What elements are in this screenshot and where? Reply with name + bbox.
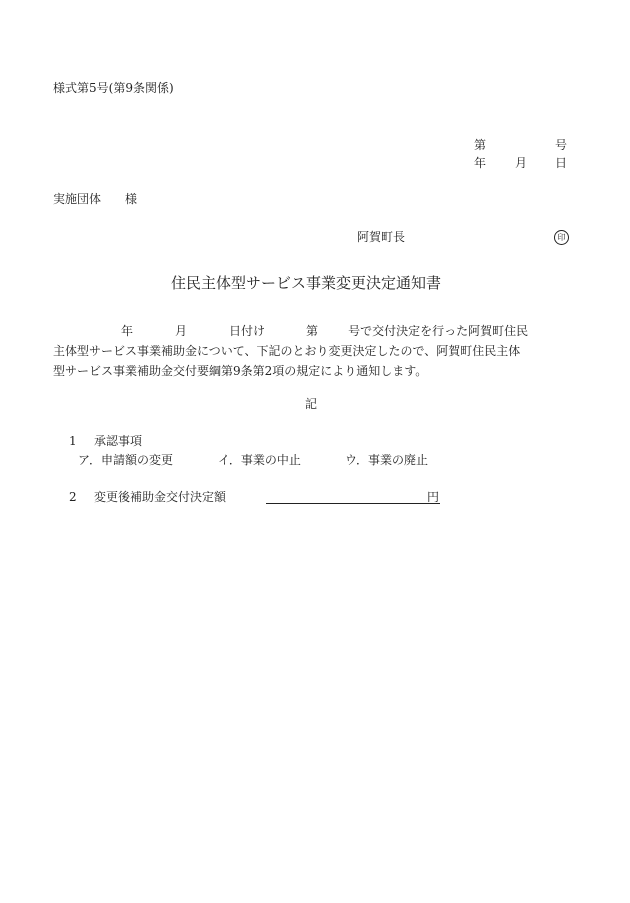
item1-option-a: ア．申請額の変更 [78,453,174,467]
item1-label: 承認事項 [94,434,143,448]
body-line-2: 主体型サービス事業補助金について、下記のとおり変更決定したので、阿賀町住民主体 [53,344,521,358]
addressee: 実施団体 様 [53,192,138,206]
seal-icon: 印 [554,230,569,245]
body-dai: 第 [306,324,319,338]
item1-option-u: ウ．事業の廃止 [345,453,429,467]
body-line-3: 型サービス事業補助金交付要綱第9条第2項の規定により通知します。 [53,364,428,378]
body-dated: 日付け [229,324,266,338]
body-line1-rest: 号で交付決定を行った阿賀町住民 [348,324,529,338]
body-paragraph [53,321,578,381]
seal-mark [554,230,569,245]
date-day: 日 [555,156,568,170]
body-line-1 [53,321,578,341]
item2-label: 変更後補助金交付決定額 [94,490,227,504]
body-month: 月 [175,324,188,338]
item1-option-i: イ．事業の中止 [218,453,301,467]
amount-blank-line [266,503,440,504]
document-title: 住民主体型サービス事業変更決定通知書 [171,274,442,292]
issuer: 阿賀町長 [357,230,406,244]
item2-unit: 円 [427,490,440,504]
item1-number: 1 [69,434,77,448]
date-year: 年 [474,156,487,170]
form-number: 様式第5号(第9条関係) [53,81,174,95]
doc-number-go: 号 [555,138,568,152]
doc-number-dai: 第 [474,138,487,152]
date-month: 月 [515,156,528,170]
body-year: 年 [121,324,134,338]
ki-mark: 記 [305,397,318,411]
item2-number: 2 [69,490,77,504]
